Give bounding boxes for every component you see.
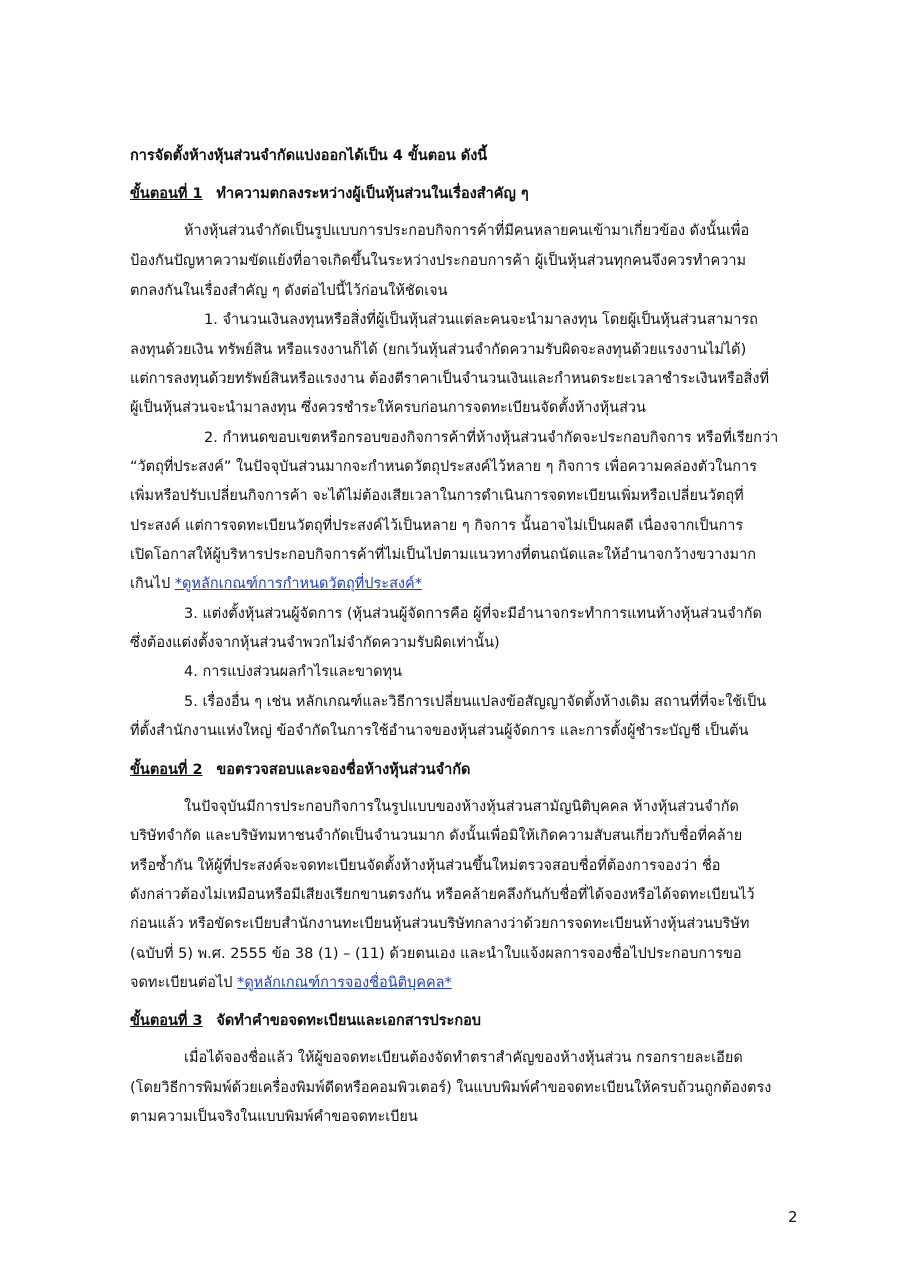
item3-line-1: 3. แต่งตั้งหุ้นส่วนผู้จัดการ (หุ้นส่วนผู้จัดการคือ ผู้ที่จะมีอำนาจกระทำการแทนห้างหุ้นส่วนจำกัด — [184, 606, 762, 622]
item2-line-3: เพิ่มหรือปรับเปลี่ยนกิจการค้า จะได้ไม่ต้องเสียเวลาในการดำเนินการจดทะเบียนเพิ่มหรือเปลี่ยนวัตถุที่ — [130, 488, 744, 504]
step2-header — [130, 760, 470, 780]
name-reservation-criteria-link[interactable]: *ดูหลักเกณฑ์การจองชื่อนิติบุคคล* — [237, 975, 452, 991]
item3-line-2: ซึ่งต้องแต่งตั้งจากหุ้นส่วนจำพวกไม่จำกัดความรับผิดเท่านั้น) — [130, 635, 500, 651]
step2-body-line-4: ดังกล่าวต้องไม่เหมือนหรือมีเสียงเรียกขานตรงกัน หรือคล้ายคลึงกันกับชื่อที่ได้จองหรือได้จดทะเบียนไว้ — [130, 887, 755, 903]
step3-header — [130, 1011, 481, 1031]
item2-last-prefix: เกินไป — [130, 576, 175, 592]
step3-title: จัดทำคำขอจดทะเบียนและเอกสารประกอบ — [216, 1013, 482, 1029]
step3-label: ขั้นตอนที่ 3 — [130, 1013, 203, 1029]
step3-body-line-3: ตามความเป็นจริงในแบบพิมพ์คำขอจดทะเบียน — [130, 1109, 418, 1125]
step2-body-line-5: ก่อนแล้ว หรือขัดระเบียบสำนักงานทะเบียนหุ้นส่วนบริษัทกลางว่าด้วยการจดทะเบียนห้างหุ้นส่วนบริษัท — [130, 916, 750, 932]
step1-label: ขั้นตอนที่ 1 — [130, 186, 203, 202]
step3-body-line-2: (โดยวิธีการพิมพ์ด้วยเครื่องพิมพ์ดีดหรือคอมพิวเตอร์) ในแบบพิมพ์คำขอจดทะเบียนให้ครบถ้วนถูกต้องตรง — [130, 1080, 772, 1096]
item2-line-2: “วัตถุที่ประสงค์” ในปัจจุบันส่วนมากจะกำหนดวัตถุประสงค์ไว้หลาย ๆ กิจการ เพื่อความคล่องตัวในการ — [130, 459, 757, 475]
item2-line-1: 2. กำหนดขอบเขตหรือกรอบของกิจการค้าที่ห้างหุ้นส่วนจำกัดจะประกอบกิจการ หรือที่เรียกว่า — [204, 430, 779, 446]
step3-body-line-1: เมื่อได้จองชื่อแล้ว ให้ผู้ขอจดทะเบียนต้องจัดทำตราสำคัญของห้างหุ้นส่วน กรอกรายละเอียด — [184, 1050, 743, 1066]
step1-intro-line-3: ตกลงกันในเรื่องสำคัญ ๆ ดังต่อไปนี้ไว้ก่อนให้ชัดเจน — [130, 283, 448, 299]
objectives-criteria-link[interactable]: *ดูหลักเกณฑ์การกำหนดวัตถุที่ประสงค์* — [174, 576, 422, 592]
step2-body-line-3: หรือซ้ำกัน ให้ผู้ที่ประสงค์จะจดทะเบียนจัดตั้งห้างหุ้นส่วนขึ้นใหม่ตรวจสอบชื่อที่ต้องการจองว่า ชื่อ — [130, 858, 721, 874]
step2-body-line-6: (ฉบับที่ 5) พ.ศ. 2555 ข้อ 38 (1) – (11) ด้วยตนเอง และนำใบแจ้งผลการจองชื่อไปประกอบการขอ — [130, 946, 742, 962]
step1-header — [130, 184, 529, 204]
item5-line-1: 5. เรื่องอื่น ๆ เช่น หลักเกณฑ์และวิธีการเปลี่ยนแปลงข้อสัญญาจัดตั้งห้างเดิม สถานที่ที่จะใช้เป็น — [184, 694, 767, 710]
item5-line-2: ที่ตั้งสำนักงานแห่งใหญ่ ข้อจำกัดในการใช้อำนาจของหุ้นส่วนผู้จัดการ และการตั้งผู้ชำระบัญชี เป็นต้น — [130, 723, 749, 739]
step1-intro-line-2: ป้องกันปัญหาความขัดแย้งที่อาจเกิดขึ้นในระหว่างประกอบการค้า ผู้เป็นหุ้นส่วนทุกคนจึงควรทำความ — [130, 253, 747, 269]
item2-line-4: ประสงค์ แต่การจดทะเบียนวัตถุที่ประสงค์ไว้เป็นหลาย ๆ กิจการ นั้นอาจไม่เป็นผลดี เนื่องจากเป็นการ — [130, 518, 744, 534]
item2-line-6 — [130, 574, 422, 594]
item4-line: 4. การแบ่งส่วนผลกำไรและขาดทุน — [184, 664, 403, 680]
item2-line-5: เปิดโอกาสให้ผู้บริหารประกอบกิจการค้าที่ไม่เป็นไปตามแนวทางที่ตนถนัดและให้อำนาจกว้างขวางมาก — [130, 547, 756, 563]
item1-line-1: 1. จำนวนเงินลงทุนหรือสิ่งที่ผู้เป็นหุ้นส่วนแต่ละคนจะนำมาลงทุน โดยผู้เป็นหุ้นส่วนสามารถ — [204, 312, 758, 328]
step2-body-line-2: บริษัทจำกัด และบริษัทมหาชนจำกัดเป็นจำนวนมาก ดังนั้นเพื่อมิให้เกิดความสับสนเกี่ยวกับชื่อที่คล้าย — [130, 828, 743, 844]
step2-title: ขอตรวจสอบและจองชื่อห้างหุ้นส่วนจำกัด — [216, 762, 471, 778]
document-heading: การจัดตั้งห้างหุ้นส่วนจำกัดแบ่งออกได้เป็น 4 ขั้นตอน ดังนี้ — [130, 148, 488, 164]
step2-label: ขั้นตอนที่ 2 — [130, 762, 203, 778]
step2-last-prefix: จดทะเบียนต่อไป — [130, 975, 238, 991]
step1-intro-line-1: ห้างหุ้นส่วนจำกัดเป็นรูปแบบการประกอบกิจการค้าที่มีคนหลายคนเข้ามาเกี่ยวข้อง ดังนั้นเพื่อ — [184, 223, 750, 239]
page-number: 2 — [788, 1208, 798, 1226]
item1-line-4: ผู้เป็นหุ้นส่วนจะนำมาลงทุน ซึ่งควรชำระให้ครบก่อนการจดทะเบียนจัดตั้งห้างหุ้นส่วน — [130, 400, 646, 416]
step2-body-line-1: ในปัจจุบันมีการประกอบกิจการในรูปแบบของห้างหุ้นส่วนสามัญนิติบุคคล ห้างหุ้นส่วนจำกัด — [184, 799, 739, 815]
step2-body-line-7 — [130, 973, 452, 993]
step1-title: ทำความตกลงระหว่างผู้เป็นหุ้นส่วนในเรื่องสำคัญ ๆ — [216, 186, 529, 202]
item1-line-3: แต่การลงทุนด้วยทรัพย์สินหรือแรงงาน ต้องตีราคาเป็นจำนวนเงินและกำหนดระยะเวลาชำระเงินหรือสิ่งที่ — [130, 371, 770, 387]
item1-line-2: ลงทุนด้วยเงิน ทรัพย์สิน หรือแรงงานก็ได้ (ยกเว้นหุ้นส่วนจำกัดความรับผิดจะลงทุนด้วยแรงงานไม่ได้) — [130, 342, 747, 358]
